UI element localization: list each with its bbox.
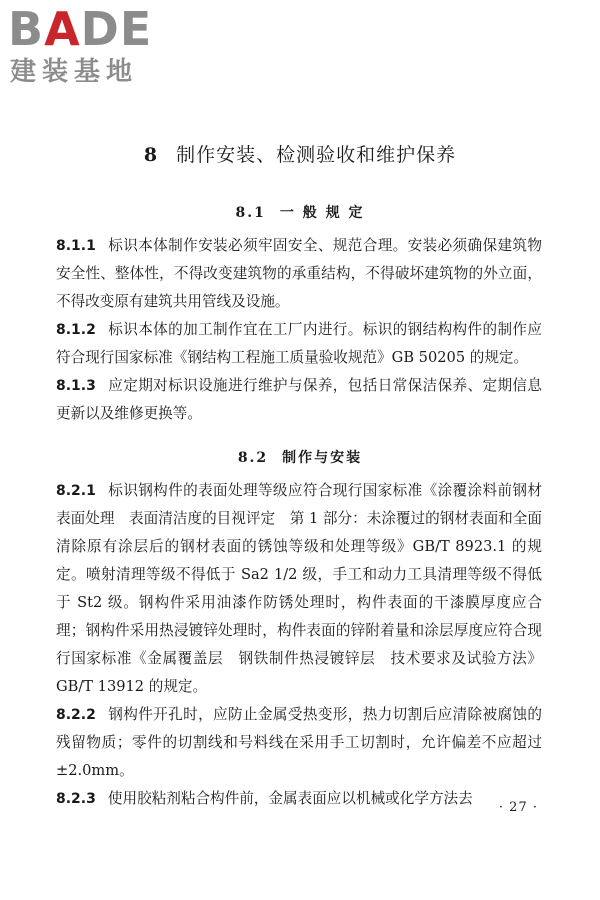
- clause-paragraph: [56, 372, 542, 428]
- chapter-title-text: 制作安装、检测验收和维护保养: [176, 144, 457, 166]
- bade-logo: [8, 4, 178, 92]
- logo-letters-start: B: [8, 2, 45, 56]
- chapter-number: 8: [143, 144, 159, 166]
- logo-wordmark: [8, 4, 152, 54]
- logo-letters-end: DE: [80, 2, 153, 56]
- section-title: 制作与安装: [282, 450, 363, 466]
- clause-text: 应定期对标识设施进行维护与保养，包括日常保洁保养、定期信息更新以及维修更换等。: [56, 377, 542, 422]
- clause-number: 8.1.2: [56, 322, 96, 338]
- clause-paragraph: [56, 701, 542, 785]
- section-body-8-1: [56, 232, 542, 428]
- clause-paragraph: [56, 785, 542, 813]
- clause-number: 8.2.2: [56, 707, 96, 723]
- clause-paragraph: [56, 232, 542, 316]
- section-heading-8-2: [0, 447, 600, 467]
- clause-number: 8.2.3: [56, 791, 96, 807]
- section-heading-8-1: [0, 202, 600, 222]
- clause-text: 钢构件开孔时，应防止金属受热变形，热力切割后应清除被腐蚀的残留物质；零件的切割线和号料线在采用手工切割时，允许偏差不应超过±2.0mm。: [56, 706, 542, 779]
- section-body-8-2: [56, 477, 542, 813]
- clause-text: 标识钢构件的表面处理等级应符合现行国家标准《涂覆涂料前钢材表面处理 表面清洁度的目视评定 第 1 部分：未涂覆过的钢材表面和全面清除原有涂层后的钢材表面的锈蚀等级和处理等级》GB/T 8923.1 的规定。喷射清理等级不得低于 Sa2 1/2 级，手工和动力工具清理等级不得低于 St2 级。钢构件采用油漆作防锈处理时，构件表面的干漆膜厚度应合理；钢构件采用热浸镀锌处理时，构件表面的锌附着量和涂层厚度应符合现行国家标准《金属覆盖层 钢铁制件热浸镀锌层 技术要求及试验方法》GB/T 13912 的规定。: [56, 482, 542, 695]
- logo-letter-accent: A: [44, 2, 81, 56]
- clause-number: 8.1.1: [56, 238, 96, 254]
- chapter-title: [0, 142, 600, 168]
- page-number: · 27 ·: [498, 800, 538, 815]
- clause-paragraph: [56, 316, 542, 372]
- section-number: 8.2: [237, 450, 269, 466]
- clause-number: 8.2.1: [56, 483, 96, 499]
- clause-number: 8.1.3: [56, 378, 96, 394]
- clause-text: 使用胶粘剂粘合构件前，金属表面应以机械或化学方法去: [107, 790, 473, 807]
- logo-subtitle: 建装基地: [10, 57, 139, 87]
- clause-text: 标识本体制作安装必须牢固安全、规范合理。安装必须确保建筑物安全性、整体性，不得改变建筑物的承重结构，不得破坏建筑物的外立面，不得改变原有建筑共用管线及设施。: [56, 237, 542, 310]
- section-title: 一 般 规 定: [279, 205, 365, 221]
- clause-paragraph: [56, 477, 542, 701]
- clause-text: 标识本体的加工制作宜在工厂内进行。标识的钢结构构件的制作应符合现行国家标准《钢结构工程施工质量验收规范》GB 50205 的规定。: [56, 321, 542, 366]
- section-number: 8.1: [235, 205, 266, 221]
